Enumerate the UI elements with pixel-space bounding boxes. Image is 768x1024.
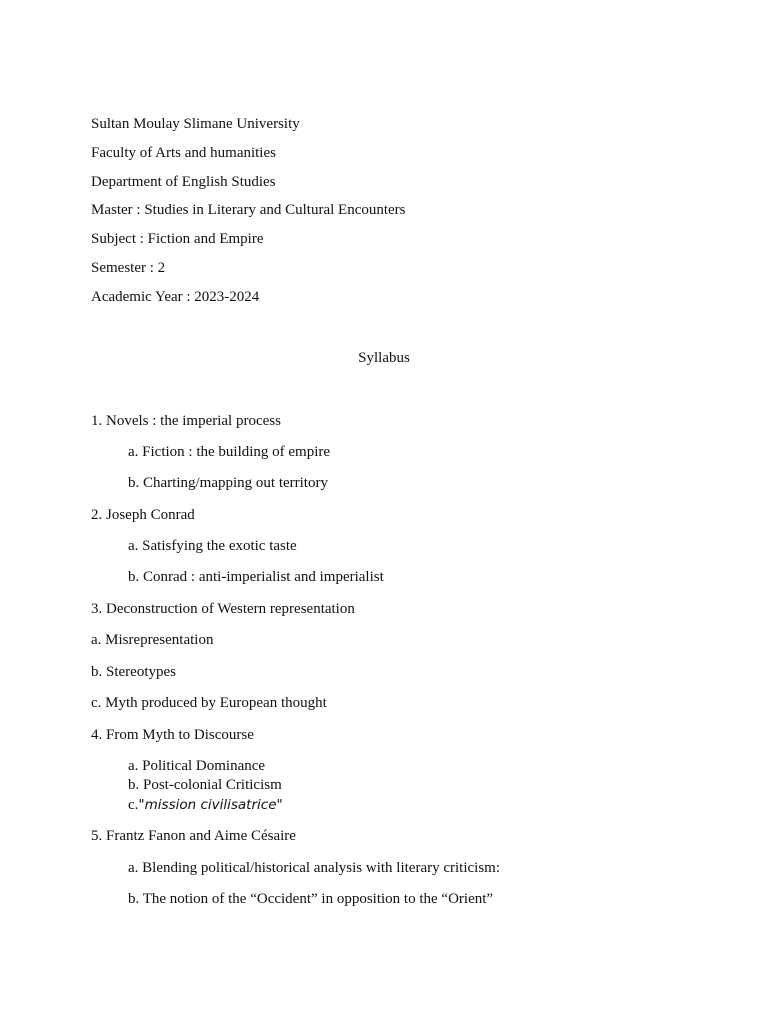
section-heading: 4. From Myth to Discourse <box>91 727 254 743</box>
list-item: b. Charting/mapping out territory <box>128 475 328 491</box>
faculty-name: Faculty of Arts and humanities <box>91 145 276 161</box>
list-item <box>128 796 283 814</box>
section-heading: 5. Frantz Fanon and Aime Césaire <box>91 828 296 844</box>
subject-line: Subject : Fiction and Empire <box>91 231 264 247</box>
master-program: Master : Studies in Literary and Cultural Encounters <box>91 202 406 218</box>
academic-year-line: Academic Year : 2023-2024 <box>91 289 260 305</box>
semester-line: Semester : 2 <box>91 260 166 276</box>
page-title: Syllabus <box>358 350 410 366</box>
list-item: b. Stereotypes <box>91 664 176 680</box>
list-item: a. Blending political/historical analysis with literary criticism: <box>128 860 500 876</box>
department-name: Department of English Studies <box>91 174 276 190</box>
university-name: Sultan Moulay Slimane University <box>91 116 300 132</box>
section-heading: 1. Novels : the imperial process <box>91 413 281 429</box>
section-heading: 3. Deconstruction of Western representation <box>91 601 355 617</box>
list-marker: c. <box>128 797 139 813</box>
list-item: a. Satisfying the exotic taste <box>128 538 297 554</box>
list-item: a. Fiction : the building of empire <box>128 444 331 460</box>
list-item: b. Post-colonial Criticism <box>128 777 282 793</box>
italic-term: "mission civilisatrice" <box>138 797 283 813</box>
list-item: c. Myth produced by European thought <box>91 695 327 711</box>
list-item: b. Conrad : anti-imperialist and imperialist <box>128 569 384 585</box>
section-heading: 2. Joseph Conrad <box>91 507 195 523</box>
list-item: a. Misrepresentation <box>91 632 214 648</box>
list-item: a. Political Dominance <box>128 758 266 774</box>
list-item: b. The notion of the “Occident” in opposition to the “Orient” <box>128 891 494 907</box>
